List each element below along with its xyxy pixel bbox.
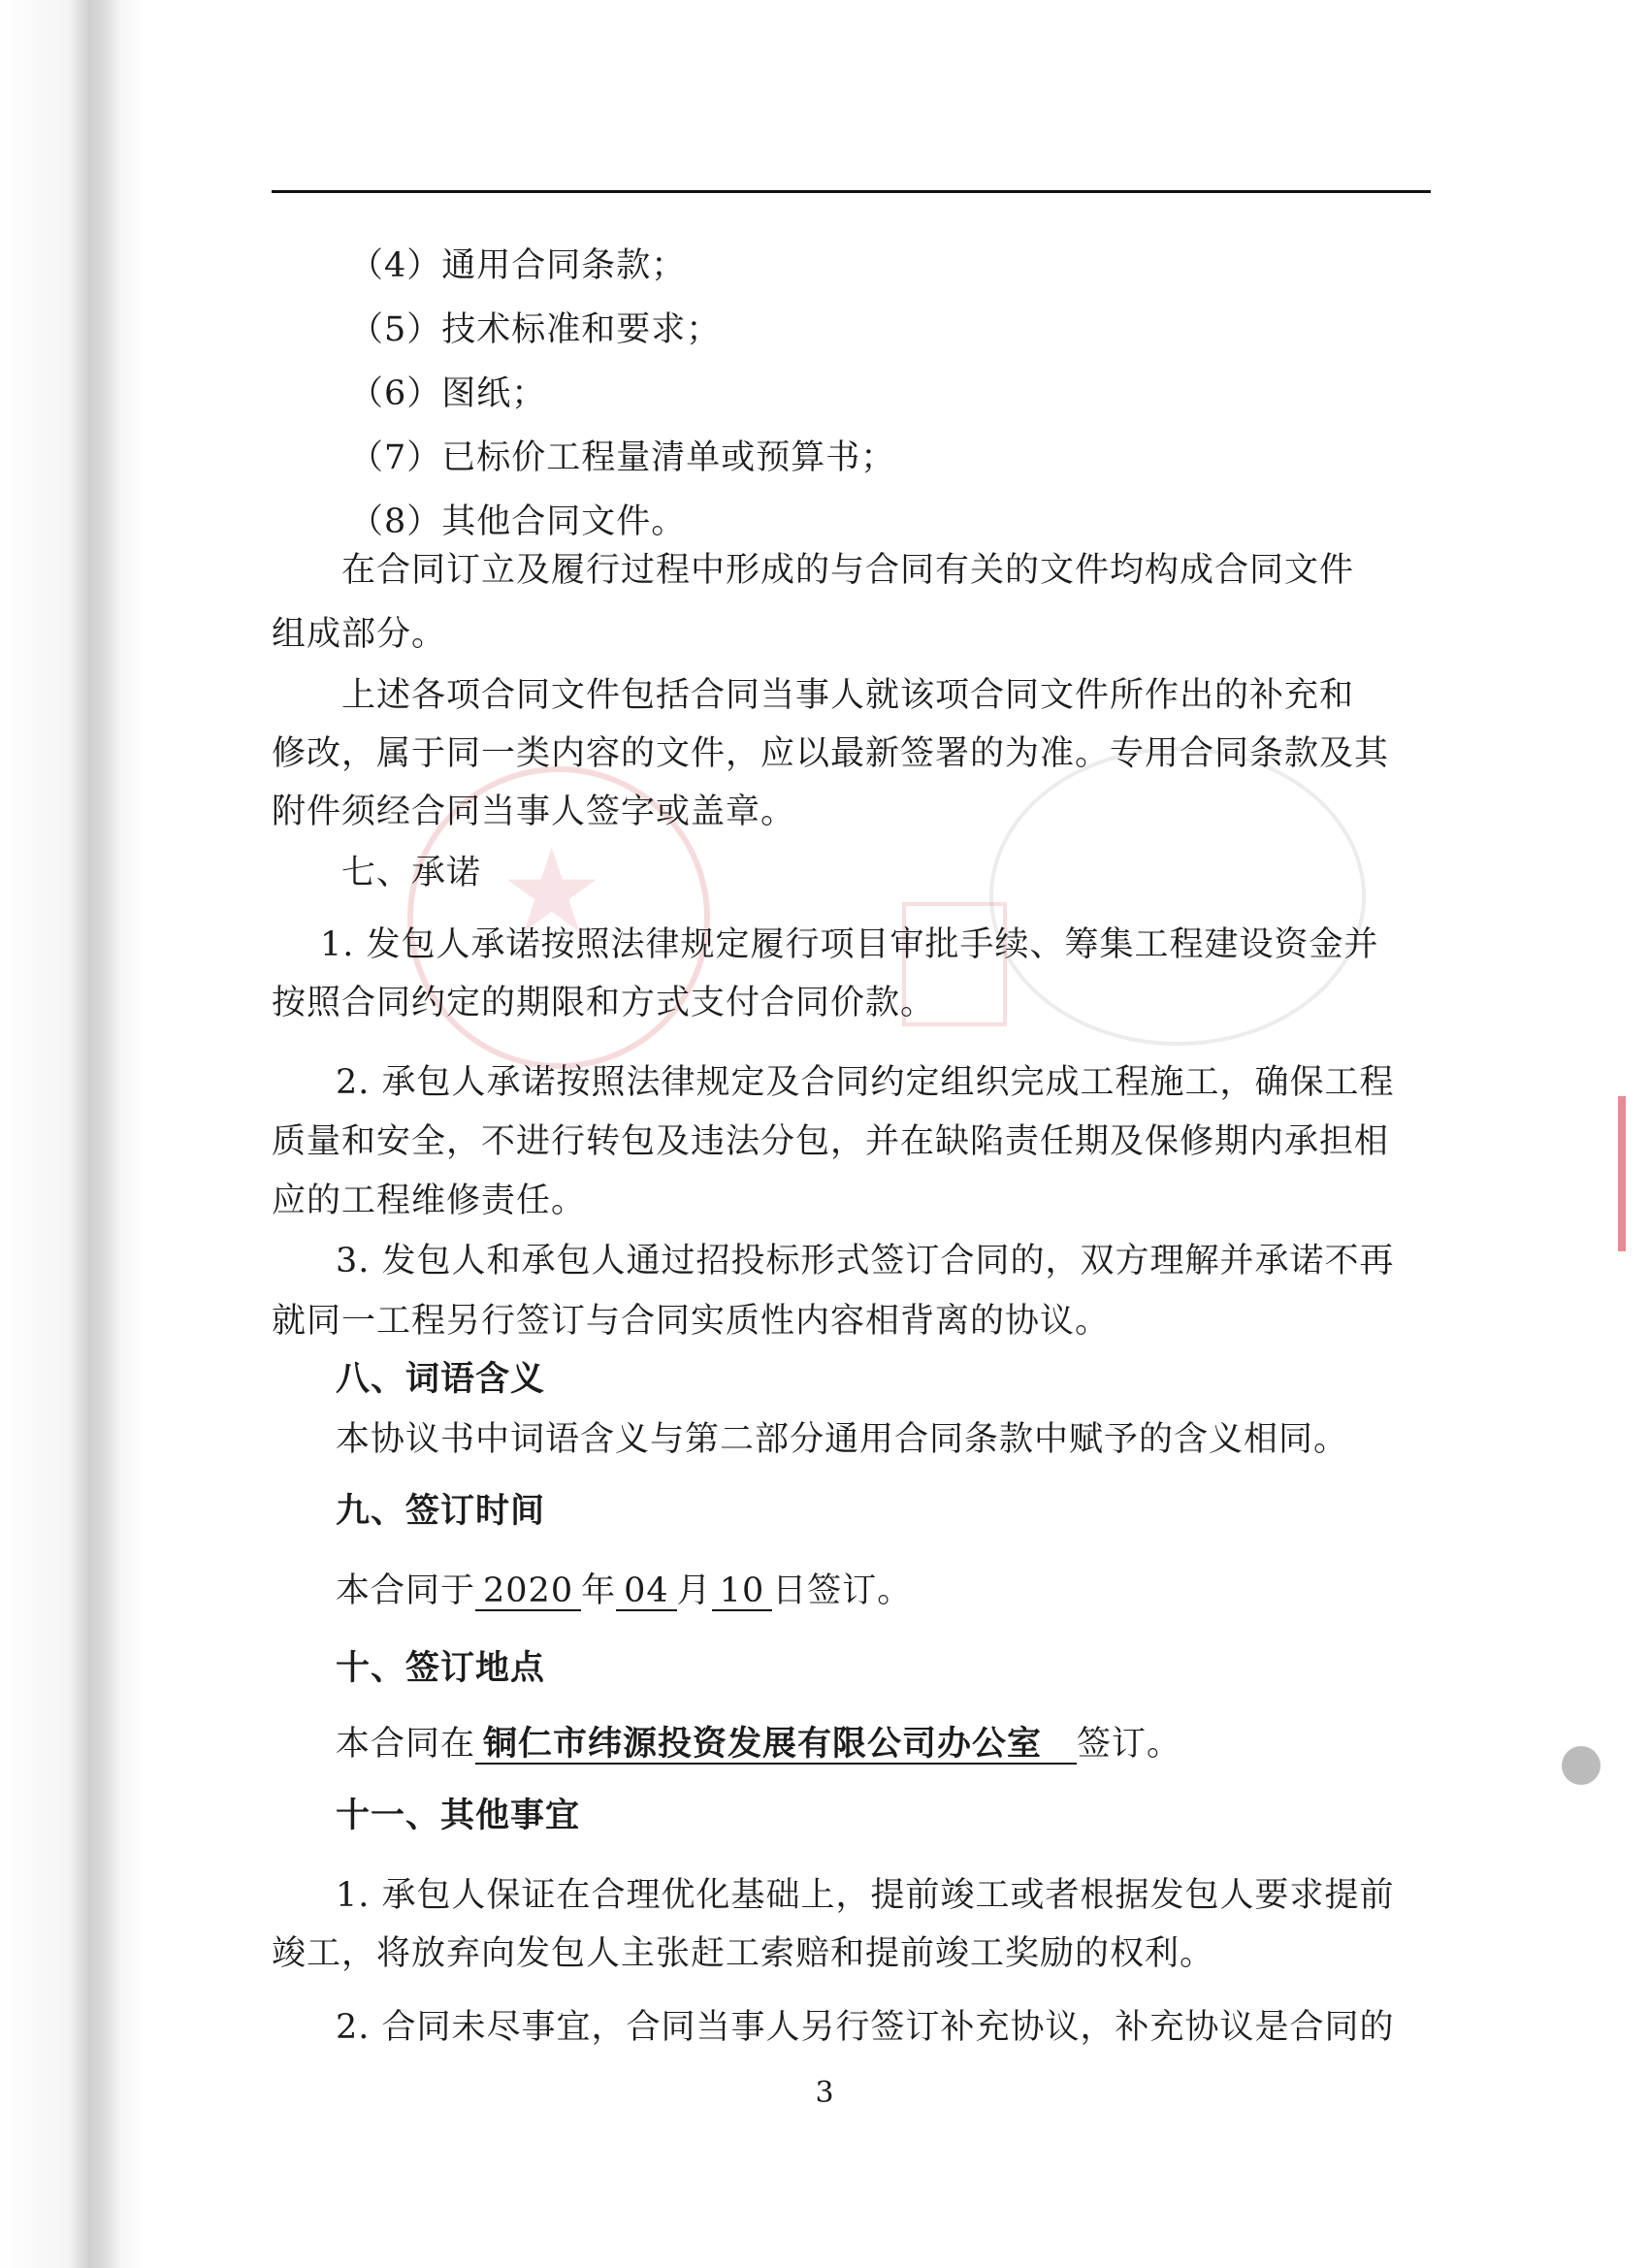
section-7-heading: 七、承诺: [341, 854, 482, 892]
section-7-clause-1-line-2: 按照合同约定的期限和方式支付合同价款。: [272, 984, 936, 1022]
red-edge-mark: [1618, 1096, 1626, 1251]
signing-place: 铜仁市纬源投资发展有限公司办公室: [475, 1726, 1077, 1765]
section-11-clause-1-line-1: 1. 承包人保证在合理优化基础上，提前竣工或者根据发包人要求提前: [336, 1876, 1395, 1915]
section-7-clause-3-line-1: 3. 发包人和承包人通过招投标形式签订合同的，双方理解并承诺不再: [336, 1242, 1395, 1280]
formation-line-2: 组成部分。: [272, 615, 447, 654]
section-7-clause-2-line-1: 2. 承包人承诺按照法律规定及合同约定组织完成工程施工，确保工程: [336, 1063, 1395, 1102]
signing-year-unit: 年: [581, 1571, 617, 1610]
gray-seal-stamp: [989, 747, 1366, 1046]
list-item-8: （8）其他合同文件。: [349, 502, 687, 541]
list-item-4: （4）通用合同条款；: [349, 246, 687, 285]
signing-place-line: [336, 1723, 1181, 1766]
signing-year: 2020: [475, 1572, 581, 1611]
list-item-5: （5）技术标准和要求；: [349, 310, 722, 349]
amendment-line-3: 附件须经合同当事人签字或盖章。: [272, 793, 796, 831]
signing-month: 04: [616, 1572, 677, 1611]
section-7-clause-3-line-2: 就同一工程另行签订与合同实质性内容相背离的协议。: [272, 1302, 1111, 1341]
section-7-clause-2-line-2: 质量和安全，不进行转包及违法分包，并在缺陷责任期及保修期内承担相: [272, 1122, 1390, 1161]
binding-shadow: [0, 0, 146, 2268]
section-11-heading: 十一、其他事宜: [336, 1796, 581, 1835]
section-8-heading: 八、词语含义: [336, 1359, 546, 1399]
list-item-6: （6）图纸；: [349, 374, 547, 413]
signing-date-suffix: 日签订。: [772, 1571, 913, 1610]
signing-place-suffix: 签订。: [1077, 1725, 1182, 1764]
section-7-clause-1-line-1: 1. 发包人承诺按照法律规定履行项目审批手续、筹集工程建设资金并: [320, 925, 1379, 964]
signing-date-prefix: 本合同于: [336, 1571, 476, 1610]
ink-smudge: [1562, 1746, 1600, 1785]
list-item-7: （7）已标价工程量清单或预算书；: [349, 438, 896, 477]
amendment-line-1: 上述各项合同文件包括合同当事人就该项合同文件所作出的补充和: [341, 676, 1355, 715]
section-7-clause-2-line-3: 应的工程维修责任。: [272, 1182, 587, 1220]
page-number: 3: [815, 2076, 834, 2110]
section-10-heading: 十、签订地点: [336, 1648, 546, 1688]
signing-place-prefix: 本合同在: [336, 1725, 476, 1764]
signing-month-unit: 月: [676, 1571, 712, 1610]
section-11-clause-1-line-2: 竣工，将放弃向发包人主张赶工索赔和提前竣工奖励的权利。: [272, 1934, 1215, 1973]
amendment-line-2: 修改，属于同一类内容的文件，应以最新签署的为准。专用合同条款及其: [272, 734, 1390, 773]
formation-line-1: 在合同订立及履行过程中形成的与合同有关的文件均构成合同文件: [341, 551, 1355, 590]
header-rule: [272, 190, 1431, 193]
seal-star-icon: ★: [500, 825, 604, 959]
section-11-clause-2-line-1: 2. 合同未尽事宜，合同当事人另行签订补充协议，补充协议是合同的: [336, 2008, 1395, 2047]
signing-day: 10: [712, 1572, 773, 1611]
signing-date-line: [336, 1570, 912, 1612]
section-9-heading: 九、签订时间: [336, 1491, 546, 1531]
section-8-text: 本协议书中词语含义与第二部分通用合同条款中赋予的含义相同。: [336, 1420, 1349, 1459]
